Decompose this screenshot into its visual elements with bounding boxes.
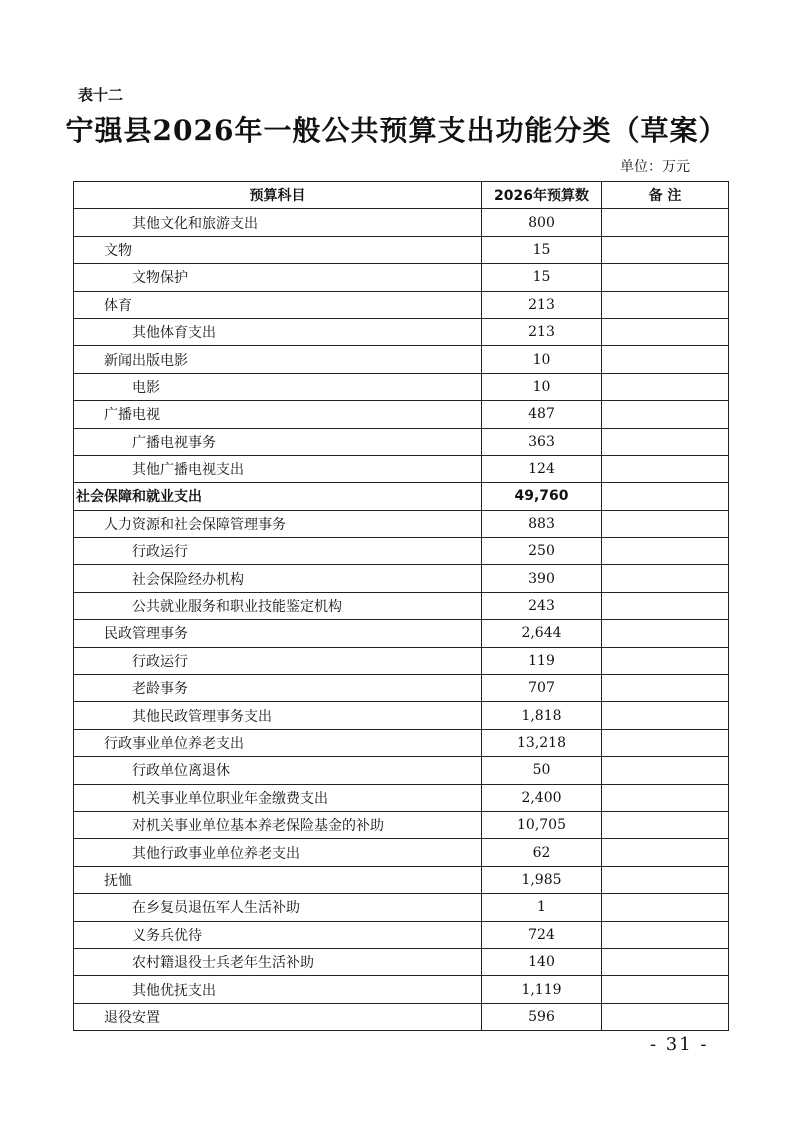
row-amount-cell: 140 <box>482 948 602 975</box>
row-amount-cell: 213 <box>482 318 602 345</box>
row-amount-cell: 10,705 <box>482 811 602 838</box>
table-row <box>74 483 729 510</box>
table-row <box>74 866 729 893</box>
row-note-cell <box>602 976 729 1003</box>
row-note-cell <box>602 455 729 482</box>
table-body <box>74 209 729 1031</box>
table-row <box>74 757 729 784</box>
table-row <box>74 948 729 975</box>
table-row <box>74 894 729 921</box>
row-note-cell <box>602 948 729 975</box>
row-amount-cell: 13,218 <box>482 729 602 756</box>
row-amount-cell: 363 <box>482 428 602 455</box>
table-header-row <box>74 182 729 209</box>
row-subject-cell: 机关事业单位职业年金缴费支出 <box>74 784 482 811</box>
row-note-cell <box>602 401 729 428</box>
row-subject-cell: 其他优抚支出 <box>74 976 482 1003</box>
row-amount-cell: 49,760 <box>482 483 602 510</box>
row-subject-cell: 行政事业单位养老支出 <box>74 729 482 756</box>
row-note-cell <box>602 1003 729 1030</box>
row-subject-cell: 其他行政事业单位养老支出 <box>74 839 482 866</box>
table-row <box>74 209 729 236</box>
row-amount-cell: 1,119 <box>482 976 602 1003</box>
row-subject-cell: 社会保障和就业支出 <box>74 483 482 510</box>
table-row <box>74 318 729 345</box>
column-header-note: 备 注 <box>602 182 729 209</box>
row-subject-cell: 行政单位离退休 <box>74 757 482 784</box>
row-subject-cell: 退役安置 <box>74 1003 482 1030</box>
row-amount-cell: 124 <box>482 455 602 482</box>
row-amount-cell: 1,818 <box>482 702 602 729</box>
row-amount-cell: 1,985 <box>482 866 602 893</box>
row-note-cell <box>602 209 729 236</box>
table-row <box>74 647 729 674</box>
row-note-cell <box>602 264 729 291</box>
table-row <box>74 373 729 400</box>
row-note-cell <box>602 921 729 948</box>
row-subject-cell: 文物 <box>74 236 482 263</box>
row-amount-cell: 62 <box>482 839 602 866</box>
row-amount-cell: 10 <box>482 373 602 400</box>
table-row <box>74 428 729 455</box>
row-amount-cell: 243 <box>482 592 602 619</box>
row-subject-cell: 其他体育支出 <box>74 318 482 345</box>
table-row <box>74 729 729 756</box>
row-subject-cell: 农村籍退役士兵老年生活补助 <box>74 948 482 975</box>
row-note-cell <box>602 620 729 647</box>
table-row <box>74 1003 729 1030</box>
row-note-cell <box>602 510 729 537</box>
row-note-cell <box>602 291 729 318</box>
table-row <box>74 346 729 373</box>
table-row <box>74 921 729 948</box>
row-amount-cell: 15 <box>482 264 602 291</box>
row-subject-cell: 老龄事务 <box>74 675 482 702</box>
unit-label: 单位：万元 <box>620 159 690 175</box>
row-amount-cell: 213 <box>482 291 602 318</box>
row-subject-cell: 其他广播电视支出 <box>74 455 482 482</box>
row-note-cell <box>602 702 729 729</box>
row-amount-cell: 707 <box>482 675 602 702</box>
row-subject-cell: 其他文化和旅游支出 <box>74 209 482 236</box>
row-amount-cell: 487 <box>482 401 602 428</box>
row-amount-cell: 50 <box>482 757 602 784</box>
row-note-cell <box>602 483 729 510</box>
table-row <box>74 976 729 1003</box>
column-header-amount: 2026年预算数 <box>482 182 602 209</box>
row-amount-cell: 883 <box>482 510 602 537</box>
table-row <box>74 236 729 263</box>
row-subject-cell: 其他民政管理事务支出 <box>74 702 482 729</box>
row-subject-cell: 广播电视 <box>74 401 482 428</box>
page-number: - 31 - <box>650 1034 709 1055</box>
row-amount-cell: 119 <box>482 647 602 674</box>
table-row <box>74 592 729 619</box>
row-note-cell <box>602 729 729 756</box>
table-row <box>74 455 729 482</box>
row-subject-cell: 广播电视事务 <box>74 428 482 455</box>
row-note-cell <box>602 236 729 263</box>
row-subject-cell: 新闻出版电影 <box>74 346 482 373</box>
row-amount-cell: 800 <box>482 209 602 236</box>
row-subject-cell: 行政运行 <box>74 647 482 674</box>
row-subject-cell: 社会保险经办机构 <box>74 565 482 592</box>
row-note-cell <box>602 428 729 455</box>
row-note-cell <box>602 784 729 811</box>
row-note-cell <box>602 592 729 619</box>
row-amount-cell: 15 <box>482 236 602 263</box>
row-subject-cell: 文物保护 <box>74 264 482 291</box>
row-subject-cell: 民政管理事务 <box>74 620 482 647</box>
row-note-cell <box>602 565 729 592</box>
row-amount-cell: 2,400 <box>482 784 602 811</box>
table-row <box>74 620 729 647</box>
table-row <box>74 675 729 702</box>
table-row <box>74 784 729 811</box>
row-subject-cell: 行政运行 <box>74 538 482 565</box>
table-row <box>74 839 729 866</box>
row-amount-cell: 10 <box>482 346 602 373</box>
row-note-cell <box>602 839 729 866</box>
row-amount-cell: 390 <box>482 565 602 592</box>
row-note-cell <box>602 647 729 674</box>
row-note-cell <box>602 318 729 345</box>
row-subject-cell: 人力资源和社会保障管理事务 <box>74 510 482 537</box>
row-subject-cell: 在乡复员退伍军人生活补助 <box>74 894 482 921</box>
row-amount-cell: 596 <box>482 1003 602 1030</box>
row-note-cell <box>602 866 729 893</box>
row-amount-cell: 2,644 <box>482 620 602 647</box>
row-subject-cell: 电影 <box>74 373 482 400</box>
table-row <box>74 538 729 565</box>
page-title: 宁强县2026年一般公共预算支出功能分类（草案） <box>65 114 728 147</box>
row-subject-cell: 公共就业服务和职业技能鉴定机构 <box>74 592 482 619</box>
row-amount-cell: 1 <box>482 894 602 921</box>
table-row <box>74 565 729 592</box>
table-row <box>74 264 729 291</box>
row-subject-cell: 义务兵优待 <box>74 921 482 948</box>
row-subject-cell: 对机关事业单位基本养老保险基金的补助 <box>74 811 482 838</box>
row-subject-cell: 体育 <box>74 291 482 318</box>
row-amount-cell: 724 <box>482 921 602 948</box>
table-row <box>74 702 729 729</box>
table-row <box>74 291 729 318</box>
table-label: 表十二 <box>78 86 124 104</box>
row-amount-cell: 250 <box>482 538 602 565</box>
row-note-cell <box>602 894 729 921</box>
table-row <box>74 510 729 537</box>
column-header-subject: 预算科目 <box>74 182 482 209</box>
row-note-cell <box>602 675 729 702</box>
row-note-cell <box>602 373 729 400</box>
table-row <box>74 811 729 838</box>
row-note-cell <box>602 757 729 784</box>
row-note-cell <box>602 538 729 565</box>
row-subject-cell: 抚恤 <box>74 866 482 893</box>
row-note-cell <box>602 811 729 838</box>
table-row <box>74 401 729 428</box>
budget-table <box>73 181 729 1031</box>
row-note-cell <box>602 346 729 373</box>
